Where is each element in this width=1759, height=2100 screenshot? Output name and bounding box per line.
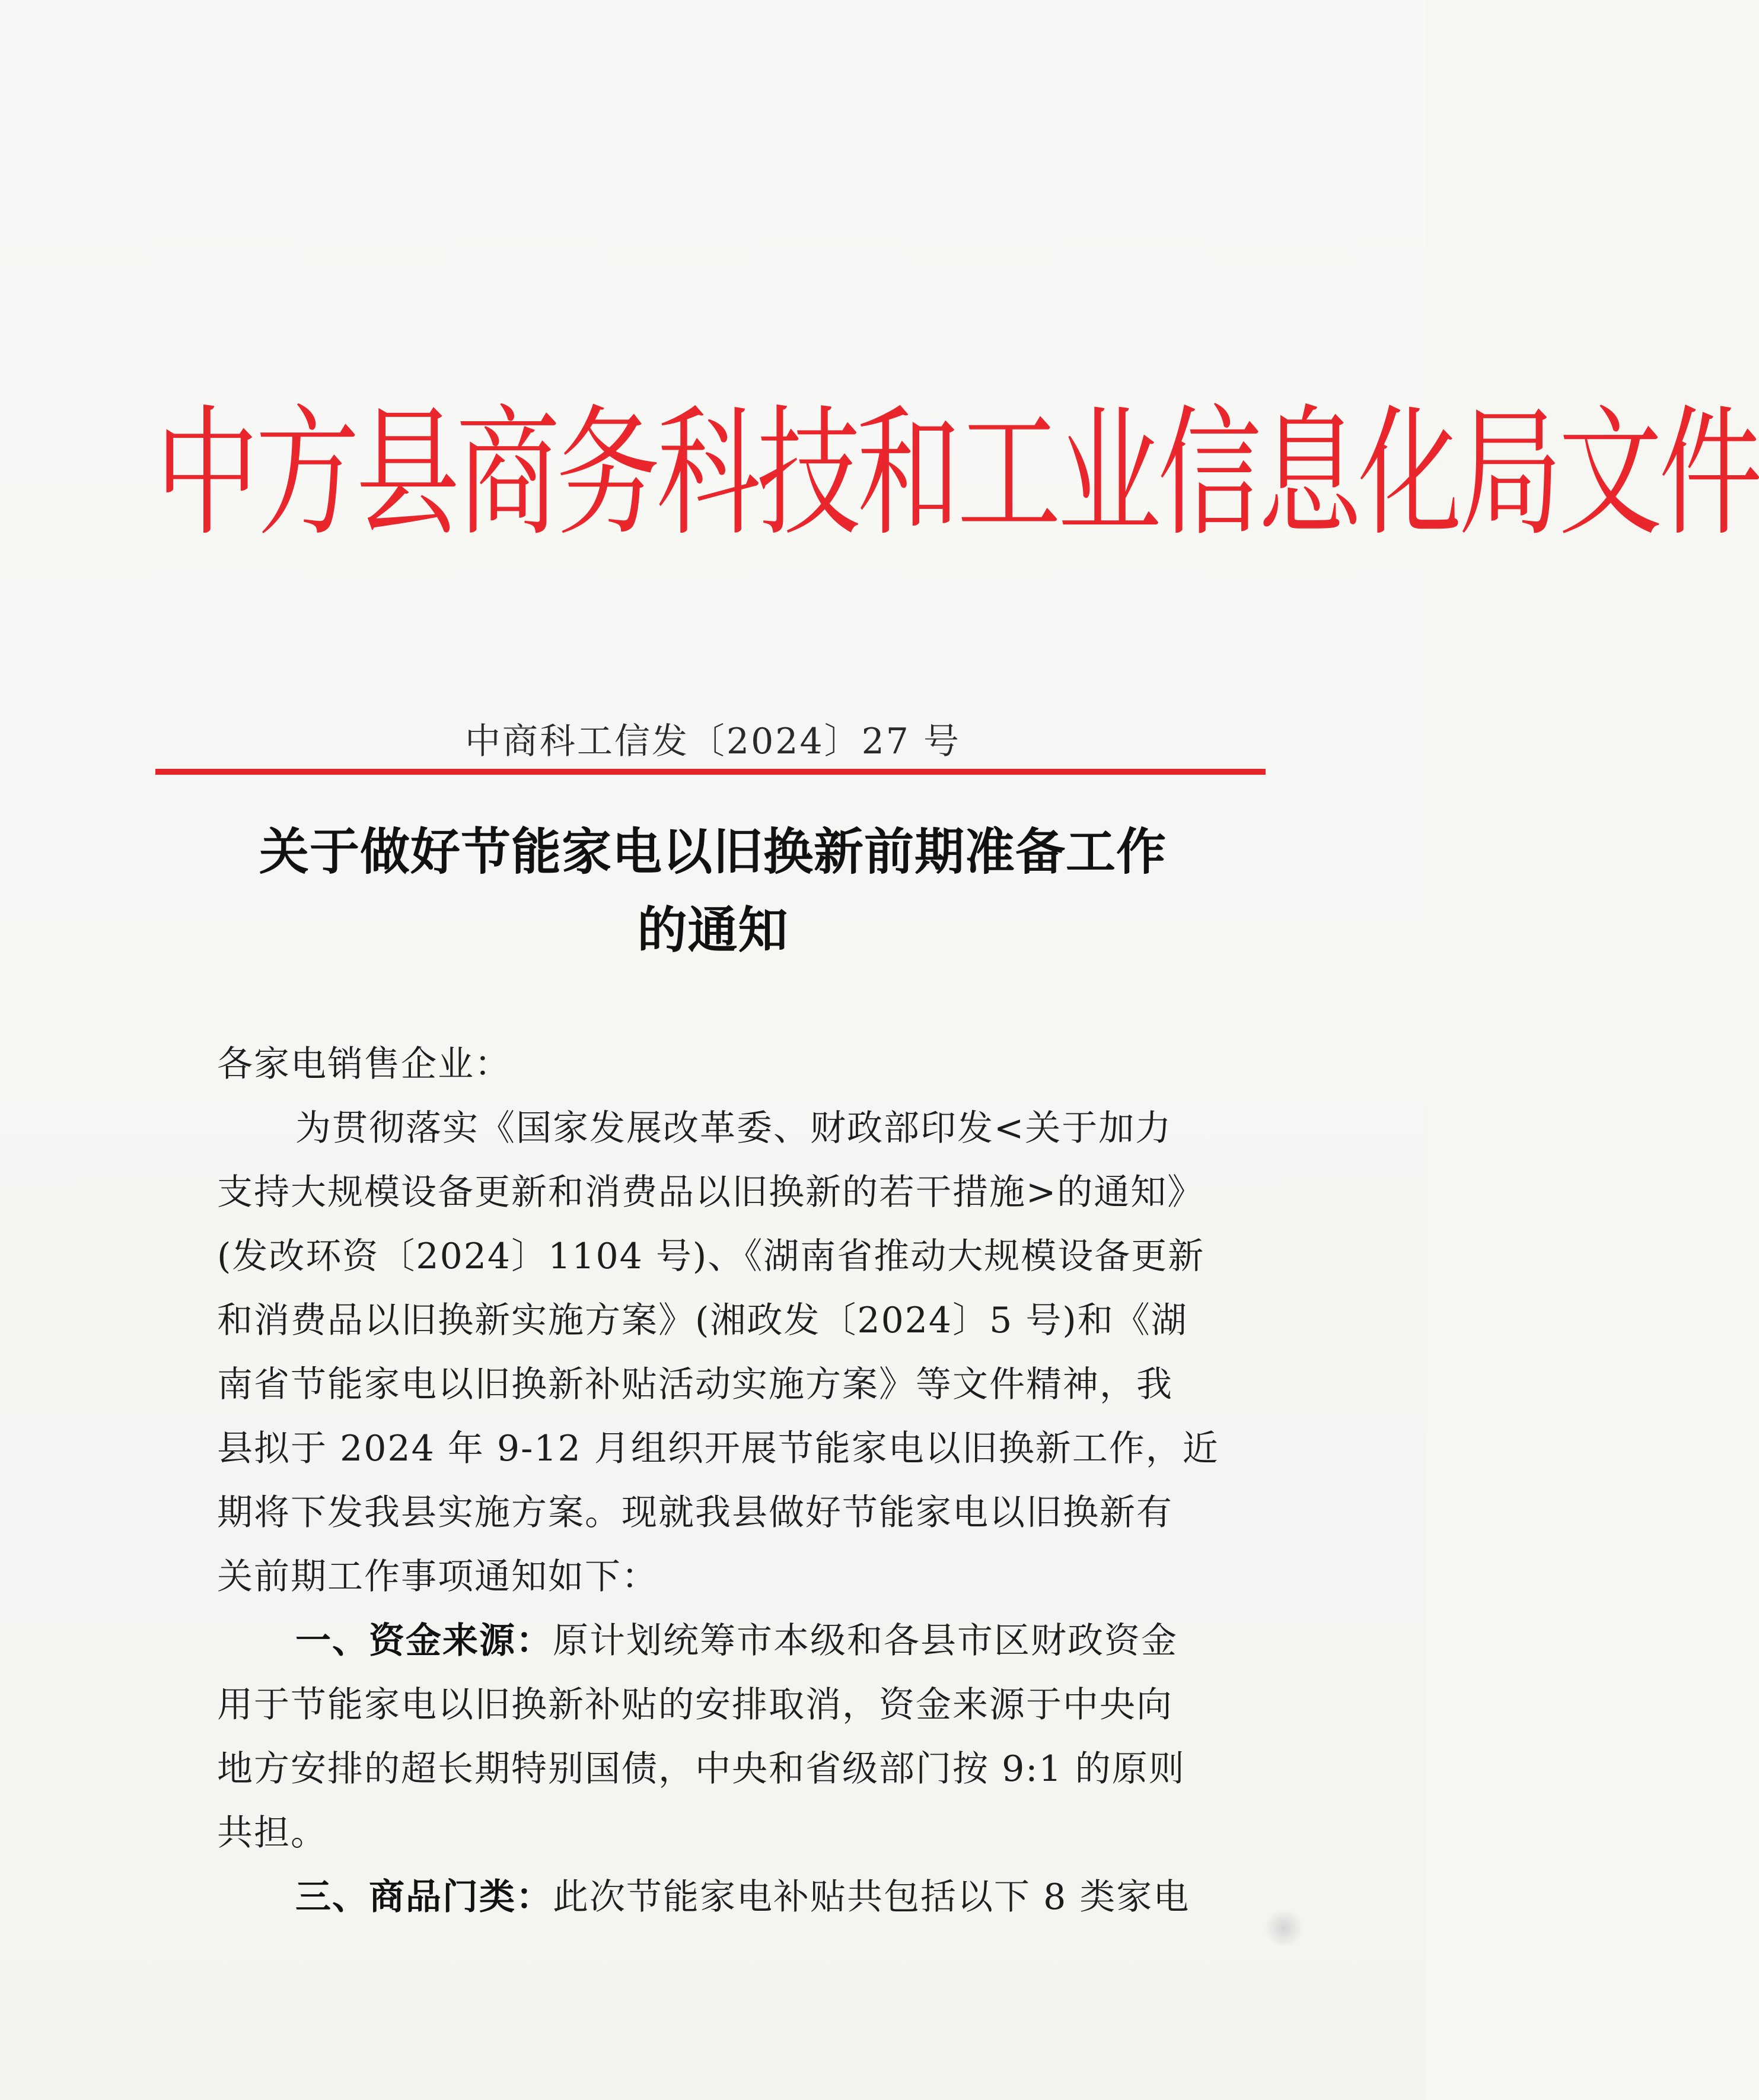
paragraph-line: 南省节能家电以旧换新补贴活动实施方案》等文件精神，我 [217,1364,1173,1405]
section-1-heading: 一、资金来源： [295,1620,553,1662]
paragraph-line: 期将下发我县实施方案。现就我县做好节能家电以旧换新有 [217,1492,1173,1533]
section-1-text: 原计划统筹市本级和各县市区财政资金 [553,1620,1178,1662]
document-number: 中商科工信发〔2024〕27 号 [464,721,961,762]
paper-stain [1263,1910,1305,1946]
salutation: 各家电销售企业： [217,1043,511,1085]
paragraph-line: 支持大规模设备更新和消费品以旧换新的若干措施>的通知》 [217,1172,1204,1213]
section-3-heading: 三、商品门类： [295,1876,553,1918]
paragraph-line: 地方安排的超长期特别国债，中央和省级部门按 9:1 的原则 [217,1748,1186,1790]
section-3-first-line [217,1865,1225,1929]
section-3-text: 此次节能家电补贴共包括以下 8 类家电 [553,1876,1190,1918]
masthead-title: 中方县商务科技和工业信息化局文件 [155,393,1759,556]
paragraph-line: 县拟于 2024 年 9-12 月组织开展节能家电以旧换新工作，近 [217,1428,1219,1469]
paragraph-line: 关前期工作事项通知如下： [217,1556,658,1598]
notice-title-line-1: 关于做好节能家电以旧换新前期准备工作 [259,822,1167,881]
paragraph-line: (发改环资〔2024〕1104 号)、《湖南省推动大规模设备更新 [217,1236,1205,1277]
paragraph-line: 共担。 [217,1812,327,1854]
section-1-first-line [217,1609,1225,1673]
red-divider-line [155,769,1266,775]
notice-title [155,813,1270,969]
paragraph-line: 和消费品以旧换新实施方案》(湘政发〔2024〕5 号)和《湖 [217,1300,1188,1341]
paragraph-line: 用于节能家电以旧换新补贴的安排取消，资金来源于中央向 [217,1684,1173,1726]
document-body [217,1032,1225,1929]
paragraph-line: 为贯彻落实《国家发展改革委、财政部印发<关于加力 [295,1108,1172,1149]
notice-title-line-2: 的通知 [637,901,789,959]
